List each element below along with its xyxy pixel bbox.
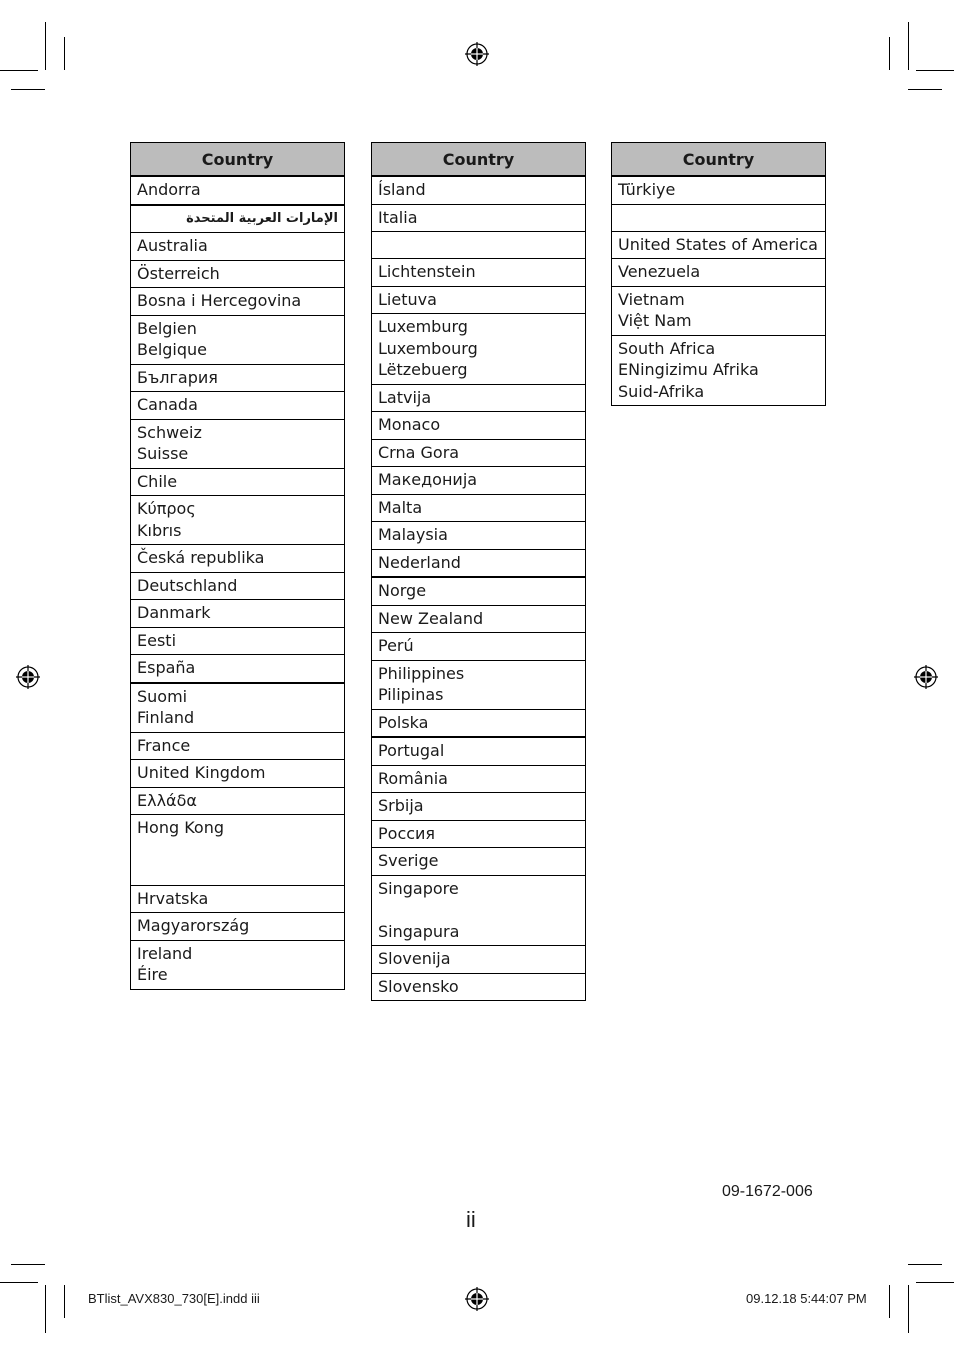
table-body — [131, 177, 344, 989]
country-name: España — [137, 658, 196, 677]
table-row — [131, 545, 344, 573]
country-name: New Zealand — [378, 608, 484, 628]
table-row — [372, 793, 585, 821]
country-name: Éire — [137, 965, 168, 984]
country-name: Luxemburg — [378, 317, 468, 336]
country-name: Ελλάδα — [137, 790, 197, 810]
country-name: Danmark — [137, 603, 211, 622]
country-name: Magyarország — [137, 916, 250, 935]
table-row — [612, 259, 825, 287]
country-name: Hong Kong — [137, 818, 224, 837]
table-header: Country — [372, 143, 585, 177]
crop-mark — [11, 89, 45, 90]
table-row — [131, 177, 344, 206]
table-row — [131, 913, 344, 941]
crop-mark — [45, 1285, 46, 1333]
country-name: South Africa — [618, 338, 716, 358]
country-name: Italia — [378, 207, 418, 227]
blank-line — [137, 860, 344, 882]
country-name: Lichtenstein — [378, 262, 476, 281]
country-name: Việt Nam — [618, 311, 692, 330]
table-row — [131, 288, 344, 316]
table-row — [612, 232, 825, 260]
country-table-2 — [371, 142, 586, 1001]
country-name: Norge — [378, 581, 427, 600]
table-row — [131, 815, 344, 886]
table-row — [372, 578, 585, 606]
table-row — [372, 287, 585, 315]
table-row — [612, 177, 825, 205]
country-name: Ireland — [137, 943, 193, 963]
country-name: Singapore — [378, 878, 459, 898]
crop-mark — [908, 89, 942, 90]
country-name: Schweiz — [137, 422, 202, 442]
country-name: Finland — [137, 708, 195, 727]
table-row — [372, 522, 585, 550]
date-slug: 09.12.18 5:44:07 PM — [746, 1291, 867, 1306]
registration-mark-icon — [465, 1287, 489, 1311]
table-row — [131, 573, 344, 601]
country-name: Pilipinas — [378, 685, 444, 704]
table-row — [612, 336, 825, 406]
registration-mark-icon — [465, 42, 489, 66]
country-name: България — [137, 367, 218, 387]
table-header: Country — [131, 143, 344, 177]
table-body — [372, 177, 585, 1000]
crop-mark — [11, 1264, 45, 1265]
crop-mark — [916, 70, 954, 71]
country-name: Belgien — [137, 318, 197, 338]
registration-mark-icon — [914, 665, 938, 689]
country-name: Lietuva — [378, 289, 437, 309]
table-row — [131, 365, 344, 393]
blank-line — [137, 839, 344, 861]
country-name: Türkiye — [618, 180, 676, 199]
table-header: Country — [612, 143, 825, 177]
crop-mark — [0, 1282, 38, 1283]
country-name: ENingizimu Afrika — [618, 360, 759, 379]
table-row — [131, 788, 344, 816]
country-name: Malaysia — [378, 525, 448, 544]
blank-line — [378, 899, 585, 921]
table-row — [372, 412, 585, 440]
country-name: Monaco — [378, 415, 441, 434]
table-row — [372, 661, 585, 710]
table-row — [131, 496, 344, 545]
table-row — [131, 655, 344, 684]
table-row — [131, 684, 344, 733]
table-row — [131, 733, 344, 761]
country-name: Suid-Afrika — [618, 381, 705, 401]
country-name: الإمارات العربية المتحدة — [186, 210, 338, 226]
table-row — [131, 420, 344, 469]
country-name: Crna Gora — [378, 442, 460, 462]
crop-mark — [908, 1285, 909, 1333]
crop-mark — [916, 1282, 954, 1283]
country-name: Македонија — [378, 470, 478, 489]
country-name: Kıbrıs — [137, 520, 182, 540]
country-name: Lëtzebuerg — [378, 360, 468, 379]
table-row — [612, 287, 825, 336]
country-name: Srbija — [378, 796, 424, 815]
table-row — [372, 766, 585, 794]
country-name: Luxembourg — [378, 338, 478, 358]
crop-mark — [889, 37, 890, 70]
country-name: United States of America — [618, 234, 818, 254]
crop-mark — [45, 22, 46, 70]
country-name: Venezuela — [618, 262, 701, 281]
table-row — [372, 232, 585, 259]
crop-mark — [889, 1285, 890, 1318]
country-name: România — [378, 768, 448, 788]
country-name: Slovenija — [378, 949, 451, 968]
country-name: Australia — [137, 236, 208, 255]
crop-mark — [908, 1264, 942, 1265]
table-row — [131, 316, 344, 365]
country-name: Canada — [137, 395, 198, 414]
country-name: Suisse — [137, 444, 189, 463]
table-row — [372, 467, 585, 495]
country-name: Singapura — [378, 921, 460, 941]
table-row — [131, 469, 344, 497]
country-name: Latvija — [378, 387, 432, 407]
country-table-1 — [130, 142, 345, 990]
table-row — [131, 206, 344, 234]
country-table-3 — [611, 142, 826, 406]
country-name: Česká republika — [137, 548, 265, 567]
table-row — [131, 628, 344, 656]
country-name: United Kingdom — [137, 763, 266, 782]
file-slug: BTlist_AVX830_730[E].indd iii — [88, 1291, 260, 1306]
table-row — [372, 177, 585, 205]
table-row — [372, 848, 585, 876]
table-row — [372, 946, 585, 974]
table-row — [131, 261, 344, 289]
table-row — [131, 941, 344, 989]
country-name: Eesti — [137, 630, 177, 650]
crop-mark — [0, 70, 38, 71]
crop-mark — [64, 37, 65, 70]
table-row — [372, 633, 585, 661]
country-name: Philippines — [378, 663, 465, 683]
table-row — [372, 385, 585, 413]
table-row — [612, 205, 825, 232]
table-row — [372, 440, 585, 468]
registration-mark-icon — [16, 665, 40, 689]
table-row — [372, 495, 585, 523]
country-name: Nederland — [378, 552, 461, 572]
country-name: Sverige — [378, 851, 439, 870]
table-row — [372, 876, 585, 947]
country-name: Andorra — [137, 180, 201, 199]
country-name: Deutschland — [137, 575, 238, 595]
country-name: Malta — [378, 497, 423, 517]
country-name: Hrvatska — [137, 888, 209, 908]
table-row — [131, 886, 344, 914]
table-row — [372, 550, 585, 579]
country-name: Chile — [137, 471, 178, 491]
country-name: Österreich — [137, 263, 220, 283]
country-name: Ísland — [378, 180, 426, 199]
country-name: Suomi — [137, 686, 188, 706]
table-row — [131, 392, 344, 420]
country-name: France — [137, 735, 191, 755]
table-row — [372, 974, 585, 1001]
country-name: Portugal — [378, 741, 445, 760]
table-row — [372, 259, 585, 287]
table-row — [131, 760, 344, 788]
table-row — [372, 710, 585, 739]
page-number: ii — [466, 1207, 476, 1232]
table-row — [372, 205, 585, 233]
crop-mark — [64, 1285, 65, 1318]
country-name: Κύπρος — [137, 499, 196, 518]
country-name: Bosna i Hercegovina — [137, 291, 302, 310]
table-row — [372, 738, 585, 766]
table-row — [372, 314, 585, 385]
table-body — [612, 177, 825, 405]
country-name: Belgique — [137, 340, 208, 359]
country-name: Slovensko — [378, 976, 459, 996]
crop-mark — [908, 22, 909, 70]
country-name: Perú — [378, 636, 414, 655]
country-name: Vietnam — [618, 289, 685, 309]
country-name: Polska — [378, 712, 429, 732]
document-number: 09-1672-006 — [722, 1183, 813, 1200]
table-row — [131, 600, 344, 628]
table-row — [372, 821, 585, 849]
table-row — [372, 606, 585, 634]
country-name: Россия — [378, 823, 436, 843]
table-row — [131, 233, 344, 261]
